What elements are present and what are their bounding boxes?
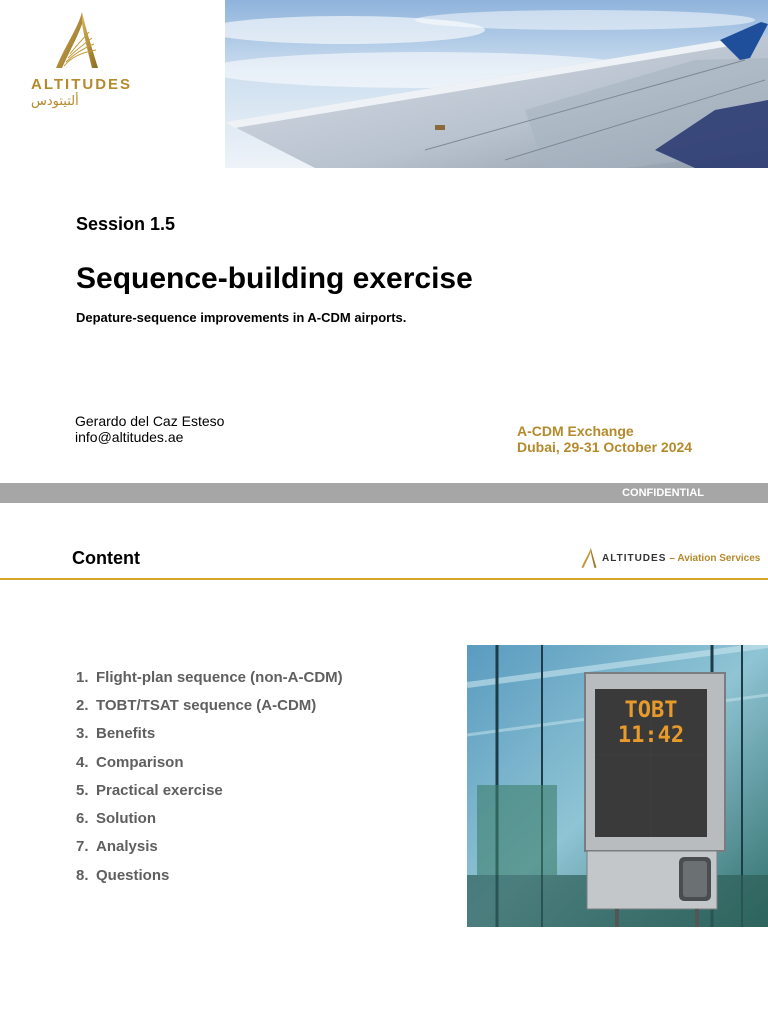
list-item-label: Flight-plan sequence (non-A-CDM) [96, 668, 343, 686]
tobt-display-photo [467, 645, 768, 927]
confidential-bar [0, 483, 768, 503]
list-item [76, 691, 343, 719]
list-item [76, 776, 343, 804]
list-item-number: 2. [76, 696, 89, 714]
list-item-label: Benefits [96, 725, 156, 743]
list-item [76, 804, 343, 832]
presentation-subtitle: Depature-sequence improvements in A-CDM airports. [76, 310, 407, 325]
list-item [76, 833, 343, 861]
list-item-number: 5. [76, 781, 89, 799]
display-line1: TOBT [624, 698, 678, 723]
list-item [76, 861, 343, 889]
list-item-label: Analysis [96, 838, 158, 856]
event-block [517, 423, 692, 455]
list-item [76, 663, 343, 691]
event-place-date: Dubai, 29-31 October 2024 [517, 439, 693, 455]
list-item-number: 4. [76, 753, 89, 771]
list-item [76, 748, 343, 776]
list-item [76, 720, 343, 748]
logo-wordmark: ALTITUDES [31, 76, 133, 93]
list-item-number: 1. [76, 668, 89, 686]
list-item-label: Comparison [96, 753, 184, 771]
brand-name: ALTITUDES [602, 552, 667, 564]
list-item-number: 6. [76, 810, 89, 828]
brand-tagline: – Aviation Services [669, 552, 761, 564]
list-item-label: Questions [96, 866, 170, 884]
list-item-number: 3. [76, 725, 89, 743]
event-name: A-CDM Exchange [517, 423, 634, 439]
list-item-label: TOBT/TSAT sequence (A-CDM) [96, 696, 317, 714]
author-block [75, 413, 224, 445]
airplane-wing-photo [225, 0, 768, 168]
display-line2: 11:42 [617, 723, 685, 748]
list-item-number: 8. [76, 866, 89, 884]
altitudes-logo-icon [580, 546, 598, 570]
content-list [76, 663, 343, 889]
list-item-label: Solution [96, 810, 156, 828]
logo-arabic-wordmark: ألتيتودس [31, 94, 79, 109]
altitudes-logo [28, 10, 143, 120]
session-label: Session 1.5 [76, 214, 176, 234]
content-title: Content [72, 548, 140, 568]
content-slide [0, 503, 768, 1024]
presentation-title: Sequence-building exercise [76, 262, 473, 295]
brand-header [580, 545, 760, 571]
author-name: Gerardo del Caz Esteso [75, 413, 225, 429]
author-email: info@altitudes.ae [75, 429, 184, 445]
list-item-number: 7. [76, 838, 89, 856]
title-slide [0, 0, 768, 503]
list-item-label: Practical exercise [96, 781, 223, 799]
confidential-label: CONFIDENTIAL [622, 487, 704, 499]
header-divider [0, 578, 768, 580]
altitudes-logo-icon [52, 10, 102, 72]
